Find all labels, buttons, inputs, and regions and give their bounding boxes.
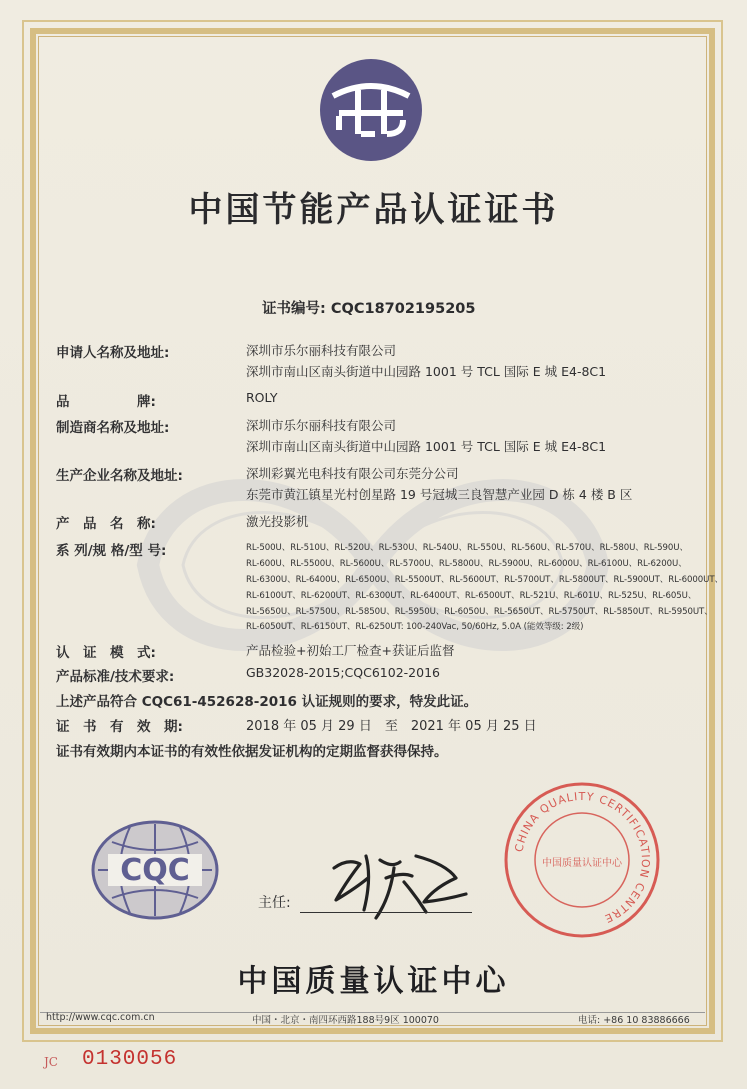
certification-mode: 产品检验+初始工厂检查+获证后监督 [246, 643, 455, 658]
model-label: 系 列/规 格/型 号: [56, 543, 167, 559]
model-line: RL-5650U、RL-5750U、RL-5850U、RL-5950U、RL-6050U、RL-5650UT、RL-5750UT、RL-5850UT、RL-5950UT、 [246, 607, 713, 617]
cqc-logo-text: CQC [120, 853, 190, 888]
cqc-logo-icon [90, 818, 220, 922]
cert-number-label: 证书编号: [262, 301, 326, 317]
applicant-name: 深圳市乐尔丽科技有限公司 [246, 343, 397, 358]
model-line: RL-500U、RL-510U、RL-520U、RL-530U、RL-540U、RL-550U、RL-560U、RL-570U、RL-580U、RL-590U、 [246, 543, 688, 553]
model-line: RL-6300U、RL-6400U、RL-6500U、RL-5500UT、RL-5600UT、RL-5700UT、RL-5800UT、RL-5900UT、RL-6000UT、 [246, 575, 723, 585]
standard-label: 产品标准/技术要求: [56, 669, 175, 685]
stamp-ring-text: CHINA QUALITY CERTIFICATION CENTRE [512, 789, 653, 926]
footer-phone: 电话: +86 10 83886666 [578, 1015, 690, 1026]
footer-address: 中国・北京・南四环西路188号9区 100070 [252, 1015, 439, 1026]
certification-stamp [502, 780, 662, 940]
compliance-statement: 上述产品符合 CQC61-452628-2016 认证规则的要求，特发此证。 [56, 694, 478, 710]
product-name: 激光投影机 [246, 514, 309, 529]
issuing-authority: 中国质量认证中心 [237, 964, 510, 999]
standard-value: GB32028-2015;CQC6102-2016 [246, 665, 440, 680]
brand-label: 品 牌: [56, 394, 156, 410]
certification-mode-label: 认 证 模 式: [56, 645, 156, 661]
product-label: 产 品 名 称: [56, 516, 156, 532]
validity-label: 证 书 有 效 期: [56, 719, 183, 735]
cert-number-value: CQC18702195205 [330, 301, 476, 317]
certificate-title: 中国节能产品认证证书 [188, 190, 559, 230]
applicant-address: 深圳市南山区南头街道中山园路 1001 号 TCL 国际 E 城 E4-8C1 [246, 364, 607, 379]
model-line: RL-6100UT、RL-6200UT、RL-6300UT、RL-6400UT、RL-6500UT、RL-521U、RL-601U、RL-525U、RL-605U、 [246, 591, 697, 601]
manufacturer-address: 深圳市南山区南头街道中山园路 1001 号 TCL 国际 E 城 E4-8C1 [246, 439, 607, 454]
serial-number: 0130056 [82, 1048, 178, 1071]
model-line: RL-6050UT、RL-6150UT、RL-6250UT: 100-240Vac, 50/60Hz, 5.0A (能效等级: 2级) [246, 622, 584, 632]
jc-label: JC [44, 1055, 58, 1069]
manufacturer-name: 深圳市乐尔丽科技有限公司 [246, 418, 397, 433]
certificate-number [262, 297, 475, 318]
stamp-inner-text: 中国质量认证中心 [542, 858, 622, 869]
director-label: 主任: [258, 895, 291, 911]
validity-note: 证书有效期内本证书的有效性依据发证机构的定期监督获得保持。 [56, 744, 448, 760]
model-line: RL-600U、RL-5500U、RL-5600U、RL-5700U、RL-5800U、RL-5900U、RL-6000U、RL-6100U、RL-6200U、 [246, 559, 687, 569]
factory-label: 生产企业名称及地址: [56, 468, 183, 484]
brand-value: ROLY [246, 390, 278, 405]
factory-name: 深圳彩翼光电科技有限公司东莞分公司 [246, 466, 459, 481]
energy-saving-logo-icon [317, 56, 425, 164]
signature-line [300, 912, 472, 913]
manufacturer-label: 制造商名称及地址: [56, 420, 170, 436]
applicant-label: 申请人名称及地址: [56, 345, 170, 361]
director-signature [316, 838, 476, 928]
footer-website[interactable]: http://www.cqc.com.cn [46, 1012, 155, 1023]
validity-period: 2018 年 05 月 29 日 至 2021 年 05 月 25 日 [246, 719, 537, 734]
factory-address: 东莞市黄江镇星光村创星路 19 号冠城三良智慧产业园 D 栋 4 楼 B 区 [246, 487, 633, 502]
